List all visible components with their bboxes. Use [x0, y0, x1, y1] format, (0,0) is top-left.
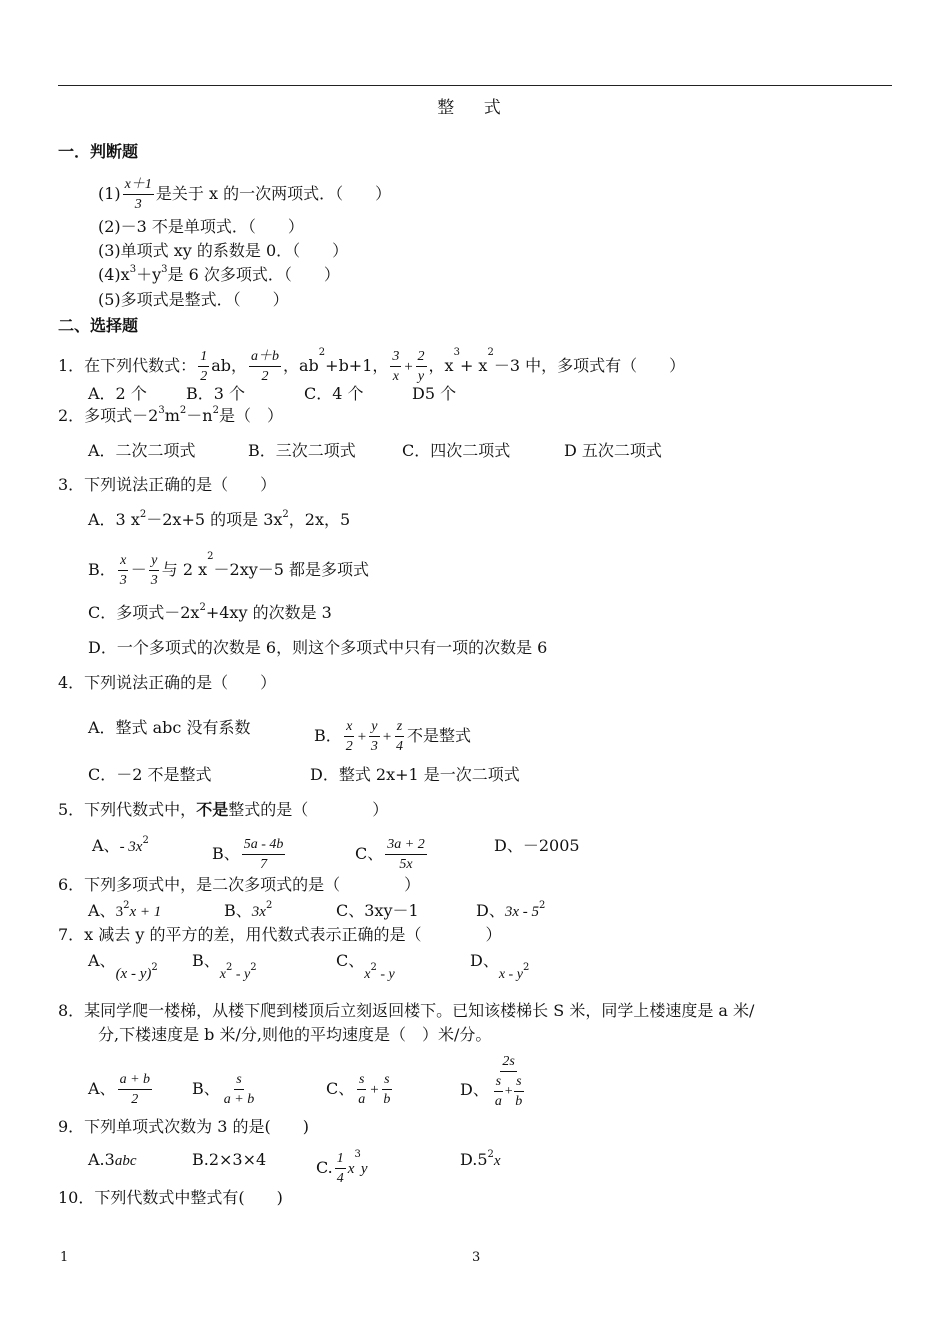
s1-q1: [98, 176, 391, 213]
s2-q6-option-c: C、3xy－1: [336, 901, 419, 920]
s2-q3-stem: 3．下列说法正确的是（ ）: [58, 475, 277, 494]
s2-q6-stem: 6．下列多项式中，是二次多项式的是（ ）: [58, 875, 421, 894]
s2-q3-option-a: A．3 $x^2-2x+5$ 的项是 $3x^2$，2x，5: [88, 509, 351, 529]
s2-q8-option-c: C、 $\frac{s}{a}$ + $\frac{s}{b}$: [326, 1072, 391, 1107]
s2-q7-option-a: A、(x - y)$^2$: [88, 951, 158, 982]
option-c: C．四次二项式: [402, 441, 511, 460]
s2-q5-option-a: A、- $3x^2$: [92, 835, 149, 855]
s2-q3-option-d: D．一个多项式的次数是 6，则这个多项式中只有一项的次数是 6: [88, 638, 548, 657]
s2-q9-option-a: A.3abc: [88, 1150, 137, 1169]
s2-q5-option-c: C、 $\frac{3a + 2}{5x}$: [355, 837, 425, 872]
s2-q6-option-b: B、$3x^2$: [224, 900, 273, 920]
emphasis-text: 不是: [196, 800, 229, 819]
s2-q8-line-2: 分,下楼速度是 b 米/分,则他的平均速度是（ ）米/分。: [98, 1025, 492, 1044]
footer-left-number: 1: [60, 1250, 69, 1265]
s2-q3-option-b: B． $\frac{x}{3}$ － $\frac{y}{3}$ 与 2 $x^2-2xy-5$ 都是多项式: [88, 551, 370, 588]
s2-q7-option-b: B、$x^2 - y^2$: [192, 951, 257, 982]
s2-q3-option-c: C．多项式$-2x^2+4xy$ 的次数是 3: [88, 602, 332, 622]
s2-q9-option-d: $D.5^2x$: [460, 1149, 501, 1169]
s1-q1-text: 是关于 x 的一次两项式．（ ）: [155, 184, 392, 203]
option-a: A．2 个: [88, 384, 147, 403]
s2-q1-options: [88, 384, 456, 404]
s1-q2: (2)－3 不是单项式．（ ）: [98, 217, 304, 236]
s2-q4-option-d: D．整式 2x+1 是一次二项式: [310, 765, 520, 784]
s2-q7-option-d: D、x - $y^2$: [470, 951, 530, 982]
s1-q5: (5)多项式是整式．（ ）: [98, 290, 289, 309]
s2-q10-stem: 10．下列代数式中整式有( ): [58, 1188, 283, 1207]
page-number: 3: [472, 1250, 481, 1265]
fraction: $\frac{x+1}{3}$: [124, 177, 152, 212]
option-d: D5 个: [412, 384, 457, 403]
s2-q7-stem: 7．x 减去 y 的平方的差，用代数式表示正确的是（ ）: [58, 925, 502, 944]
s2-q6-option-d: D、$3x - 5^2$: [476, 900, 546, 920]
s2-q9-stem: 9．下列单项式次数为 3 的是( ): [58, 1117, 310, 1136]
option-b: B．三次二项式: [248, 441, 356, 460]
s2-q8-option-b: B、 $\frac{s}{a + b}$: [192, 1072, 255, 1107]
section-2-heading: 二、选择题: [58, 316, 139, 335]
s2-q5-stem: 5．下列代数式中，不是整式的是（ ）: [58, 800, 389, 819]
s2-q9-option-c: C. $\frac{1}{4}$ $x^3y$: [316, 1149, 368, 1186]
s2-q8-line-1: 8．某同学爬一楼梯，从楼下爬到楼顶后立刻返回楼下。已知该楼梯长 S 米，同学上楼速度是 a 米/: [58, 1001, 755, 1020]
s1-q3: (3)单项式 xy 的系数是 0．（ ）: [98, 241, 349, 260]
s2-q2-stem: 2．多项式$-2^3m^2-n^2$是（ ）: [58, 405, 283, 425]
s2-q5-option-b: B、 $\frac{5a - 4b}{7}$: [212, 837, 284, 872]
s2-q6-option-a: A、$3^2x + 1$: [88, 900, 162, 920]
s2-q8-option-d: D、 2s s a + $\frac{s}{b}$: [460, 1054, 523, 1109]
s2-q2-options: [88, 441, 662, 461]
s2-q4-option-b: B． $\frac{x}{2}$ + $\frac{y}{3}$ + $\frac{z}{4}$ 不是整式: [314, 719, 472, 754]
option-a: A．二次二项式: [88, 441, 196, 460]
option-c: C．4 个: [304, 384, 364, 403]
option-b: B．3 个: [186, 384, 246, 403]
s2-q4-stem: 4．下列说法正确的是（ ）: [58, 673, 277, 692]
s2-q7-option-c: C、$x^2$ - y: [336, 951, 395, 982]
s2-q9-option-b: B.2×3×4: [192, 1150, 267, 1169]
s1-q4: $(4)x^3+y^3$是 6 次多项式．（ ）: [98, 264, 340, 284]
s2-q4-option-c: C．－2 不是整式: [88, 765, 212, 784]
s1-q1-number: (1): [98, 184, 121, 203]
page-title: 整 式: [437, 98, 513, 118]
option-d: D 五次二项式: [564, 441, 662, 460]
s2-q1-stem: 1．在下列代数式： $\frac{1}{2}$ ab， $\frac{a+b}{2}$ ，$ab^2+b+1$， $\frac{3}{x}$ + $\frac{2}{y}$ ，$x^3+ x^2-3$ 中，多项式有（ ）: [58, 347, 686, 384]
s2-q8-option-a: A、 $\frac{a + b}{2}$: [88, 1072, 151, 1107]
header-rule: [58, 85, 892, 86]
s2-q5-option-d: D、－2005: [494, 836, 580, 855]
s2-q4-option-a: A．整式 abc 没有系数: [88, 718, 251, 737]
section-1-heading: 一．判断题: [58, 142, 139, 161]
